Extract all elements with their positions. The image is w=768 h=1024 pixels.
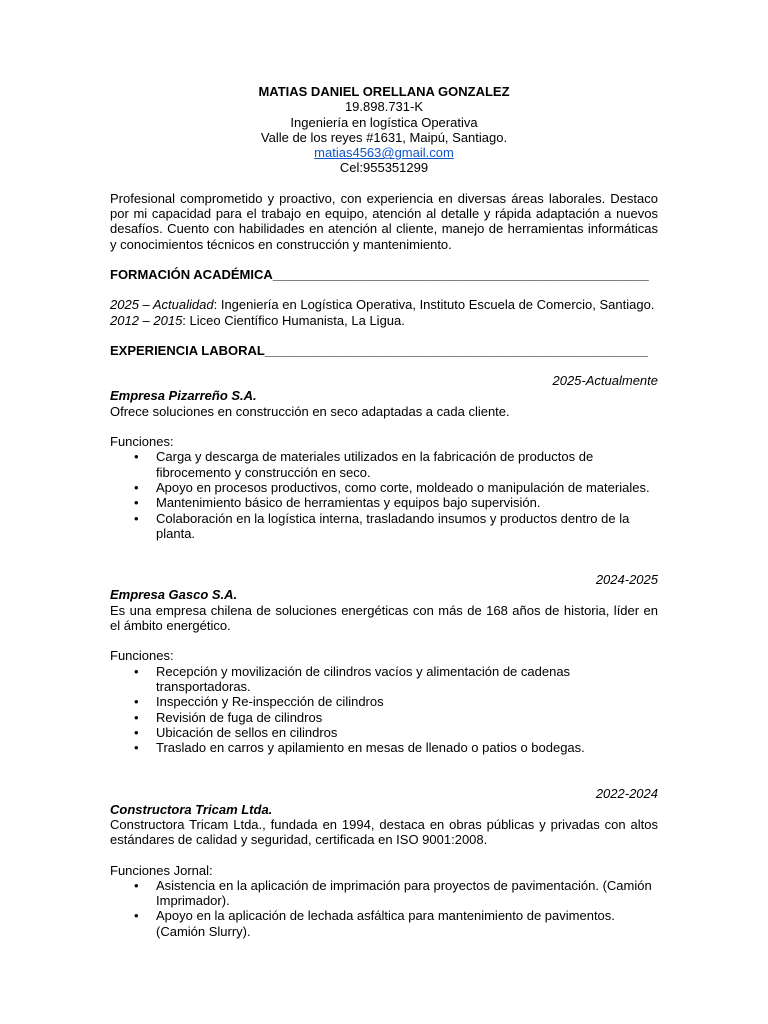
list-item: • Asistencia en la aplicación de imprimación para proyectos de pavimentación. (Camión Imprimador).: [134, 877, 652, 909]
bullet-icon: •: [134, 449, 139, 465]
job-functions-label: Funciones:: [110, 434, 174, 450]
job-functions-label: Funciones:: [110, 648, 174, 664]
candidate-degree: Ingeniería en logística Operativa: [290, 114, 478, 130]
list-item: • Apoyo en la aplicación de lechada asfáltica para mantenimiento de pavimentos. (Camión Slurry).: [134, 908, 615, 939]
list-item: • Mantenimiento básico de herramientas y equipos bajo supervisión.: [134, 495, 541, 511]
bullet-icon: •: [134, 709, 139, 725]
job-functions-label: Funciones Jornal:: [110, 862, 213, 878]
education-item: [110, 313, 658, 328]
job-date: 2022-2024: [595, 786, 658, 802]
bullet-icon: •: [134, 908, 139, 924]
job-company: Empresa Gasco S.A.: [110, 587, 238, 603]
candidate-rut: 19.898.731-K: [344, 99, 424, 115]
list-item: • Ubicación de sellos en cilindros: [134, 724, 338, 740]
experience-section-title: EXPERIENCIA LABORAL_____________________________________________________: [110, 342, 648, 358]
bullet-icon: •: [134, 495, 139, 511]
job-functions-list: [110, 878, 658, 939]
job-description: Ofrece soluciones en construcción en seco adaptadas a cada cliente.: [110, 403, 510, 419]
bullet-icon: •: [134, 694, 139, 710]
job-functions-list: [110, 664, 658, 756]
resume-page: [110, 84, 658, 939]
education-period: 2025 – Actualidad: [110, 297, 214, 313]
job-entry: [110, 373, 658, 541]
bullet-icon: •: [134, 510, 139, 526]
list-item: • Carga y descarga de materiales utilizados en la fabricación de productos de fibrocemento y construcción en seco.: [134, 449, 594, 480]
job-date: 2025-Actualmente: [552, 373, 658, 389]
bullet-icon: •: [134, 479, 139, 495]
resume-header: [110, 84, 658, 176]
bullet-icon: •: [134, 663, 139, 679]
education-period: 2012 – 2015: [110, 312, 183, 328]
candidate-phone: Cel:955351299: [339, 160, 429, 176]
job-date: 2024-2025: [595, 572, 658, 588]
candidate-email-link[interactable]: matias4563@gmail.com: [314, 145, 454, 161]
education-detail: : Liceo Científico Humanista, La Ligua.: [182, 312, 405, 328]
bullet-icon: •: [134, 724, 139, 740]
list-item: • Revisión de fuga de cilindros: [134, 709, 323, 725]
job-company: Empresa Pizarreño S.A.: [110, 388, 257, 404]
job-company: Constructora Tricam Ltda.: [110, 801, 273, 817]
list-item: • Colaboración en la logística interna, trasladando insumos y productos dentro de la planta.: [134, 510, 630, 541]
list-item: • Recepción y movilización de cilindros vacíos y alimentación de cadenas transportadoras.: [134, 663, 571, 694]
job-entry: [110, 572, 658, 755]
job-entry: [110, 786, 658, 939]
list-item: • Inspección y Re-inspección de cilindros: [134, 694, 384, 710]
education-detail: : Ingeniería en Logística Operativa, Instituto Escuela de Comercio, Santiago.: [213, 297, 655, 313]
education-section-title: FORMACIÓN ACADÉMICA____________________________________________________: [110, 266, 649, 282]
candidate-name: MATIAS DANIEL ORELLANA GONZALEZ: [258, 84, 510, 99]
job-description: Constructora Tricam Ltda., fundada en 1994, destaca en obras públicas y privadas con altos estándares de calidad y seguridad, certificada en ISO 9001:2008.: [110, 816, 658, 848]
list-item: • Apoyo en procesos productivos, como corte, moldeado o manipulación de materiales.: [134, 479, 650, 495]
job-description: Es una empresa chilena de soluciones energéticas con más de 168 años de historia, líder en el ámbito energético.: [110, 602, 658, 634]
education-item: [110, 297, 658, 312]
job-functions-list: [110, 449, 658, 541]
list-item: • Traslado en carros y apilamiento en mesas de llenado o patios o bodegas.: [134, 740, 585, 756]
candidate-address: Valle de los reyes #1631, Maipú, Santiago.: [260, 129, 508, 145]
bullet-icon: •: [134, 740, 139, 756]
professional-summary: Profesional comprometido y proactivo, con experiencia en diversas áreas laborales. Destaco por mi capacidad para el trabajo en equipo, atención al detalle y rápida adaptación a nuevos desafíos. Cuento con habilidades en atención al cliente, manejo de herramientas informáticas y conocimientos técnicos en construcción y mantenimiento.: [110, 190, 658, 252]
education-list: [110, 297, 658, 328]
bullet-icon: •: [134, 877, 139, 893]
